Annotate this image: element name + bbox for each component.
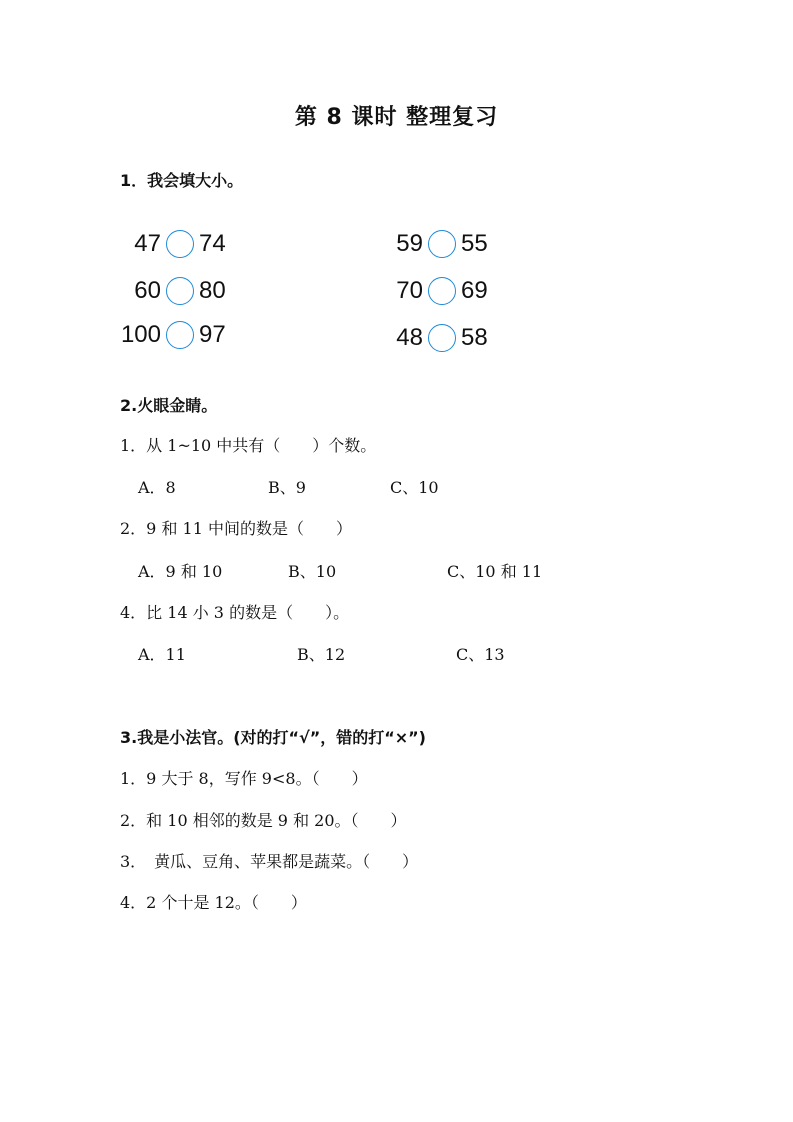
right-number: 74 [199, 230, 226, 257]
right-number: 97 [199, 321, 226, 348]
judge-item: 4．2 个十是 12。（ ） [120, 893, 307, 912]
judge-item: 3． 黄瓜、豆角、苹果都是蔬菜。（ ） [120, 852, 419, 871]
option-c[interactable]: C、13 [456, 645, 505, 664]
right-number: 55 [461, 230, 488, 257]
option-a[interactable]: A．11 [138, 645, 186, 664]
compare-row [113, 271, 239, 311]
answer-circle[interactable] [166, 230, 194, 258]
question-text: 1．从 1~10 中共有（ ）个数。 [120, 436, 377, 455]
option-b[interactable]: B、12 [297, 645, 346, 664]
page-title: 第 8 课时 整理复习 [294, 105, 499, 130]
question-text: 4．比 14 小 3 的数是（ ）。 [120, 603, 350, 622]
answer-circle[interactable] [166, 321, 194, 349]
option-a[interactable]: A．8 [138, 478, 176, 497]
section-3-heading: 3.我是小法官。(对的打“√”，错的打“×”) [120, 728, 426, 747]
judge-item: 2．和 10 相邻的数是 9 和 20。（ ） [120, 811, 407, 830]
compare-row [113, 224, 239, 264]
answer-circle[interactable] [166, 277, 194, 305]
option-c[interactable]: C、10 [390, 478, 439, 497]
left-number: 59 [396, 230, 423, 257]
option-b[interactable]: B、10 [288, 562, 337, 581]
judge-item: 1．9 大于 8，写作 9<8。（ ） [120, 769, 368, 788]
answer-circle[interactable] [428, 230, 456, 258]
compare-row [375, 224, 501, 264]
section-1-heading: 1．我会填大小。 [120, 171, 244, 190]
compare-row [113, 315, 239, 355]
section-2-heading: 2.火眼金睛。 [120, 396, 218, 415]
left-number: 47 [134, 230, 161, 257]
left-number: 100 [120, 321, 161, 348]
option-c[interactable]: C、10 和 11 [447, 562, 543, 581]
answer-circle[interactable] [428, 324, 456, 352]
compare-row [375, 271, 501, 311]
question-text: 2．9 和 11 中间的数是（ ） [120, 519, 352, 538]
right-number: 58 [461, 324, 488, 351]
right-number: 69 [461, 277, 488, 304]
answer-circle[interactable] [428, 277, 456, 305]
left-number: 48 [396, 324, 423, 351]
option-a[interactable]: A．9 和 10 [138, 562, 223, 581]
compare-row [375, 318, 501, 358]
left-number: 60 [134, 277, 161, 304]
option-b[interactable]: B、9 [268, 478, 306, 497]
left-number: 70 [396, 277, 423, 304]
right-number: 80 [199, 277, 226, 304]
